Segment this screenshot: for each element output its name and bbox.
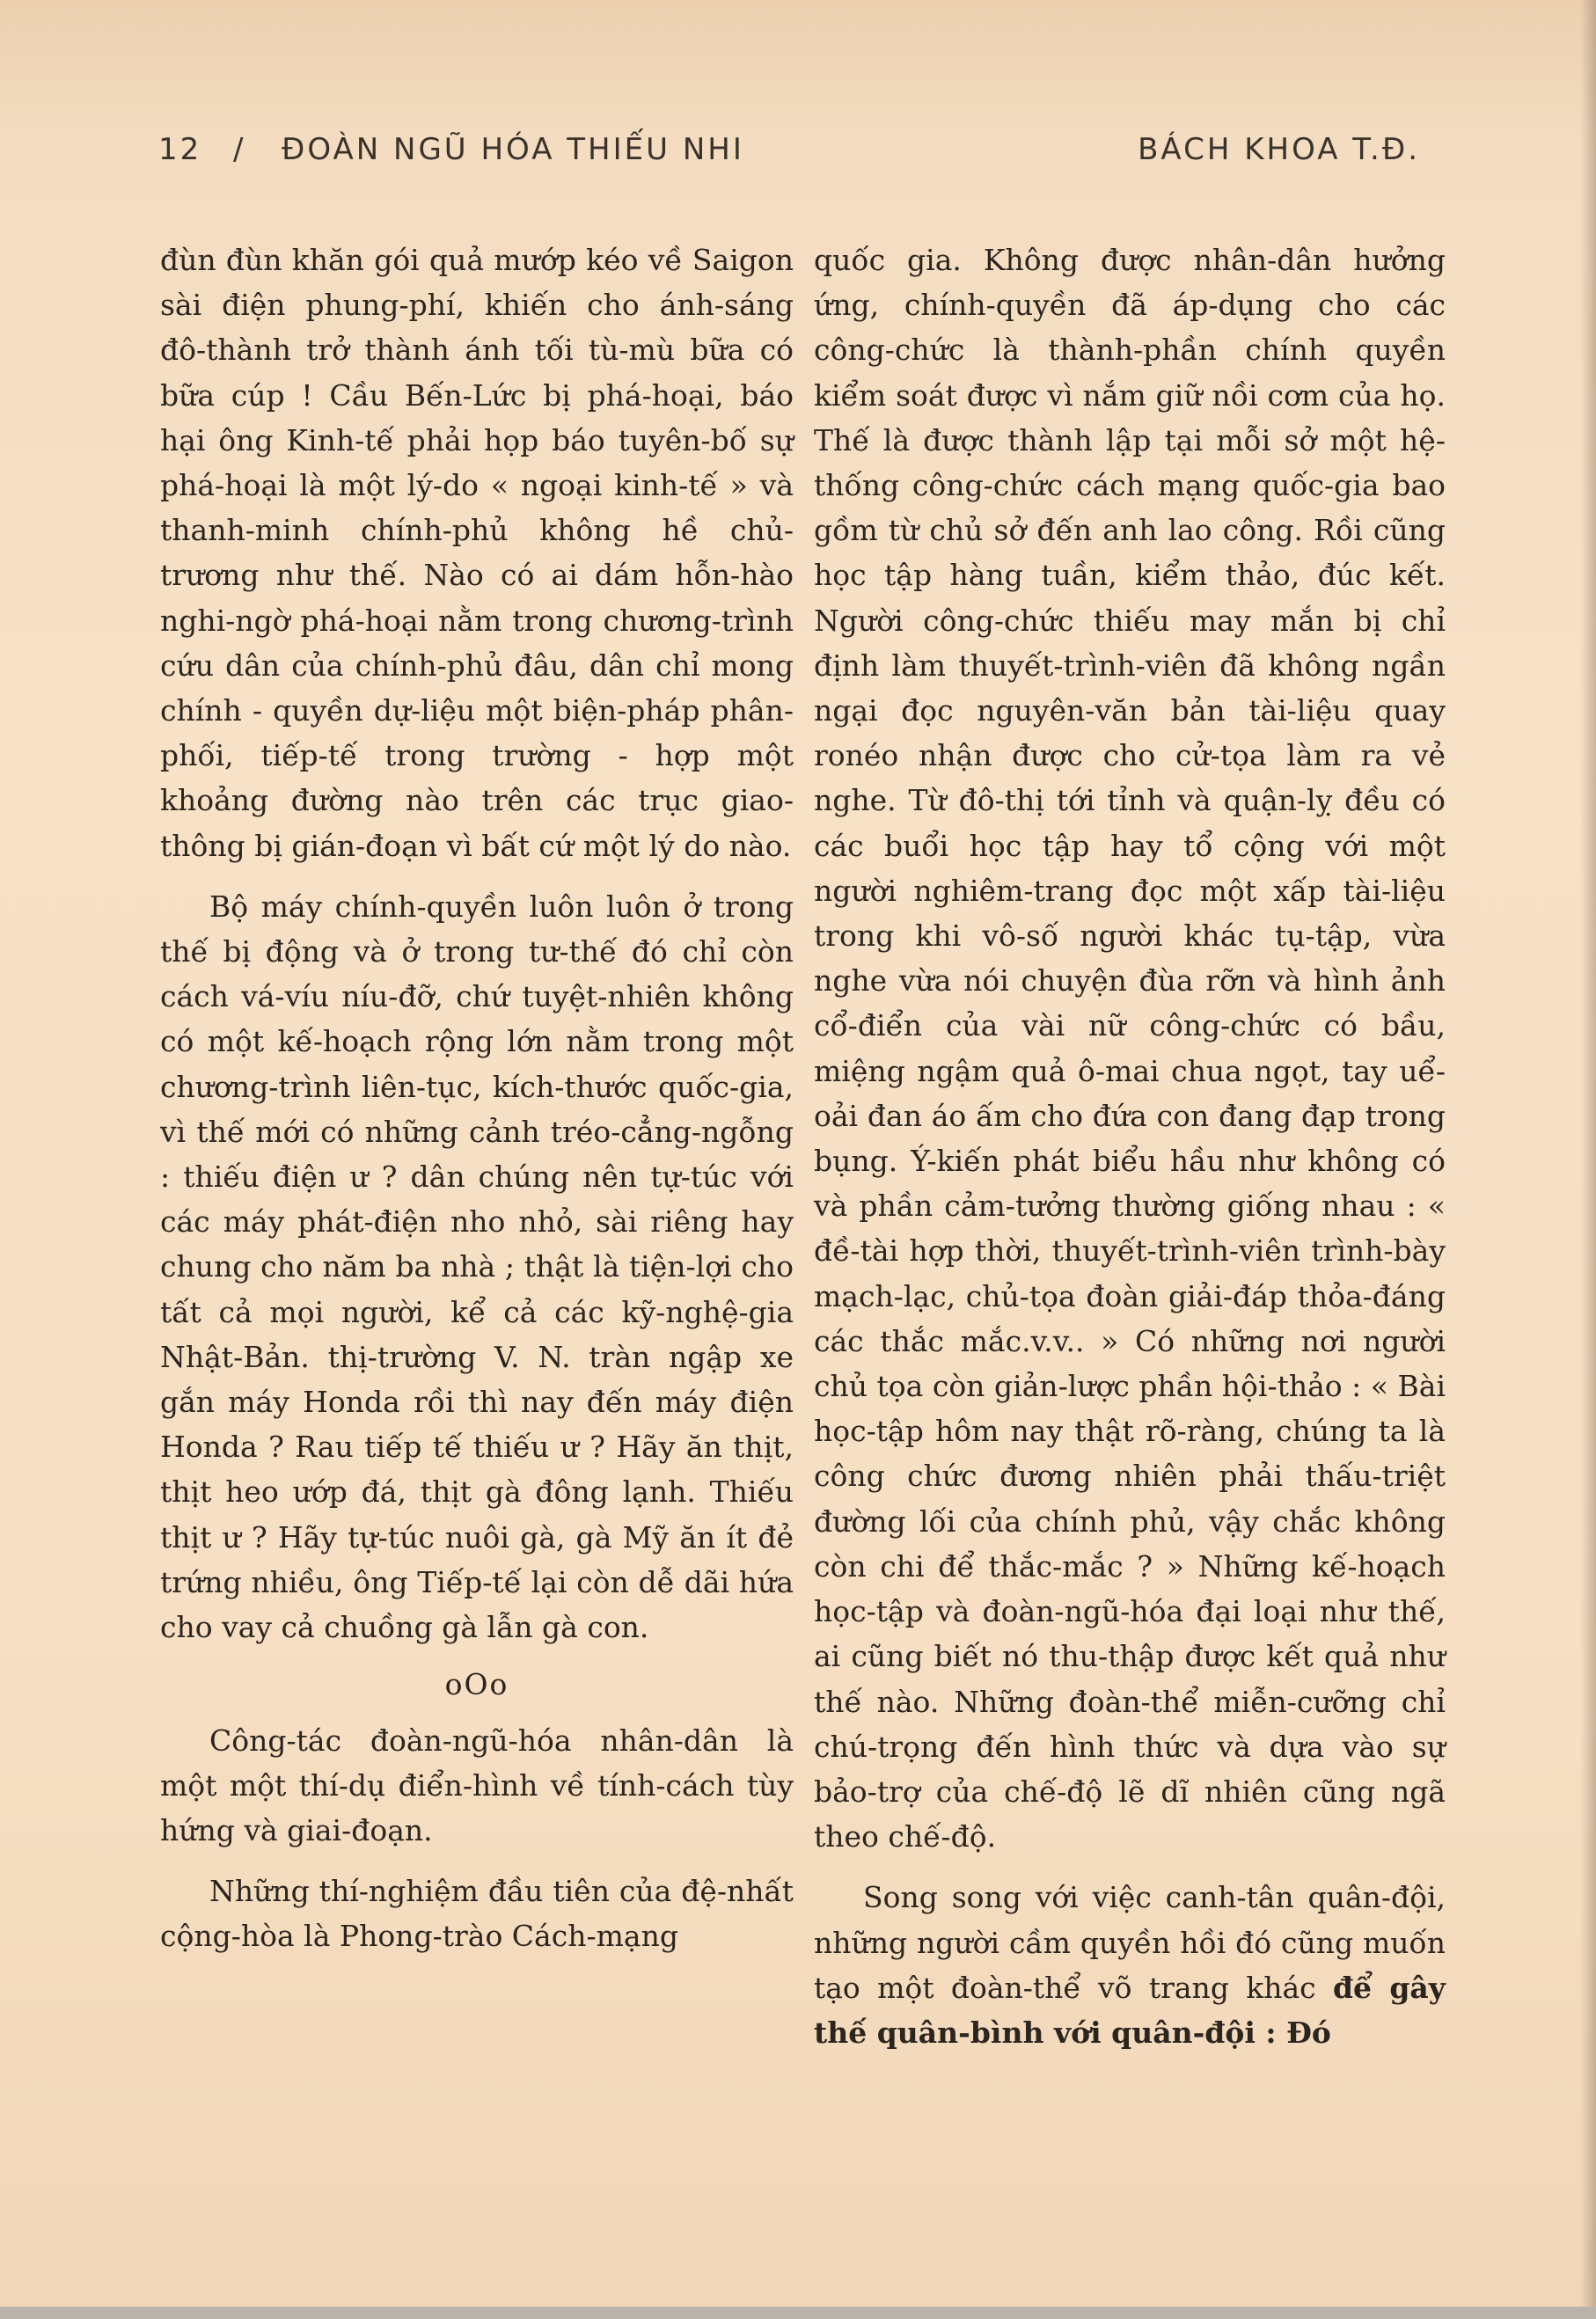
left-column	[160, 238, 794, 1959]
page-header	[158, 132, 1420, 176]
paragraph-text-bold: để gây thế quân-bình với quân-đội : Đó	[814, 1970, 1446, 2050]
paragraph	[814, 1875, 1446, 2055]
paragraph: Bộ máy chính-quyền luôn luôn ở trong thế bị động và ở trong tư-thế đó chỉ còn cách vá-víu níu-đỡ, chứ tuyệt-nhiên không có một kế-hoạch rộng lớn nằm trong một chương-trình liên-tục, kích-thước quốc-gia, vì thế mới có những cảnh tréo-cẳng-ngỗng : thiếu điện ư ? dân chúng nên tự-túc với các máy phát-điện nho nhỏ, sài riêng hay chung cho năm ba nhà ; thật là tiện-lợi cho tất cả mọi người, kể cả các kỹ-nghệ-gia Nhật-Bản. thị-trường V. N. tràn ngập xe gắn máy Honda rồi thì nay đến máy điện Honda ? Rau tiếp tế thiếu ư ? Hãy ăn thịt, thịt heo ướp đá, thịt gà đông lạnh. Thiếu thịt ư ? Hãy tự-túc nuôi gà, gà Mỹ ăn ít đẻ trứng nhiều, ông Tiếp-tế lại còn dễ dãi hứa cho vay cả chuồng gà lẫn gà con.	[160, 889, 794, 1645]
header-separator: /	[233, 132, 246, 167]
page-edge-shadow	[1580, 0, 1596, 2319]
paragraph: Công-tác đoàn-ngũ-hóa nhân-dân là một một thí-dụ điển-hình về tính-cách tùy hứng và giai-đoạn.	[160, 1723, 794, 1847]
paragraph: quốc gia. Không được nhân-dân hưởng ứng, chính-quyền đã áp-dụng cho các công-chức là thành-phần chính quyền kiểm soát được vì nắm giữ nồi cơm của họ. Thế là được thành lập tại mỗi sở một hệ-thống công-chức cách mạng quốc-gia bao gồm từ chủ sở đến anh lao công. Rồi cũng học tập hàng tuần, kiểm thảo, đúc kết. Người công-chức thiếu may mắn bị chỉ định làm thuyết-trình-viên đã không ngần ngại đọc nguyên-văn bản tài-liệu quay ronéo nhận được cho cử-tọa làm ra vẻ nghe. Từ đô-thị tới tỉnh và quận-lỵ đều có các buổi học tập hay tổ cộng với một người nghiêm-trang đọc một xấp tài-liệu trong khi vô-số người khác tụ-tập, vừa nghe vừa nói chuyện đùa rỡn và hình ảnh cổ-điển của vài nữ công-chức có bầu, miệng ngậm quả ô-mai chua ngọt, tay uể-oải đan áo ấm cho đứa con đang đạp trong bụng. Ý-kiến phát biểu hầu như không có và phần cảm-tưởng thường giống nhau : « đề-tài hợp thời, thuyết-trình-viên trình-bày mạch-lạc, chủ-tọa đoàn giải-đáp thỏa-đáng các thắc mắc.v.v.. » Có những nơi người chủ tọa còn giản-lược phần hội-thảo : « Bài học-tập hôm nay thật rõ-ràng, chúng ta là công chức đương nhiên phải thấu-triệt đường lối của chính phủ, vậy chắc không còn chi để thắc-mắc ? » Những kế-hoạch học-tập và đoàn-ngũ-hóa đại loại như thế, ai cũng biết nó thu-thập được kết quả như thế nào. Những đoàn-thể miễn-cưỡng chỉ chú-trọng đến hình thức và dựa vào sự bảo-trợ của chế-độ lẽ dĩ nhiên cũng ngã theo chế-độ.	[814, 243, 1446, 1854]
scan-bottom-band	[0, 2307, 1596, 2319]
paragraph-text: Song song với việc canh-tân quân-đội, những người cầm quyền hồi đó cũng muốn tạo một đoàn-thể võ trang khác	[814, 1880, 1446, 2005]
journal-name: BÁCH KHOA T.Đ.	[1138, 132, 1420, 167]
right-column	[814, 238, 1446, 2055]
paragraph: đùn đùn khăn gói quả mướp kéo về Saigon sài điện phung-phí, khiến cho ánh-sáng đô-thành trở thành ánh tối tù-mù bữa có bữa cúp ! Cầu Bến-Lức bị phá-hoại, báo hại ông Kinh-tế phải họp báo tuyên-bố sự phá-hoại là một lý-do « ngoại kinh-tế » và thanh-minh chính-phủ không hề chủ-trương như thế. Nào có ai dám hỗn-hào nghi-ngờ phá-hoại nằm trong chương-trình cứu dân của chính-phủ đâu, dân chỉ mong chính - quyền dự-liệu một biện-pháp phân-phối, tiếp-tế trong trường - hợp một khoảng đường nào trên các trục giao-thông bị gián-đoạn vì bất cứ một lý do nào.	[160, 243, 794, 863]
page-number: 12	[158, 132, 202, 167]
paragraph: Những thí-nghiệm đầu tiên của đệ-nhất cộng-hòa là Phong-trào Cách-mạng	[160, 1874, 794, 1954]
section-separator: oOo	[444, 1667, 509, 1702]
running-title: ĐOÀN NGŨ HÓA THIẾU NHI	[282, 132, 744, 167]
